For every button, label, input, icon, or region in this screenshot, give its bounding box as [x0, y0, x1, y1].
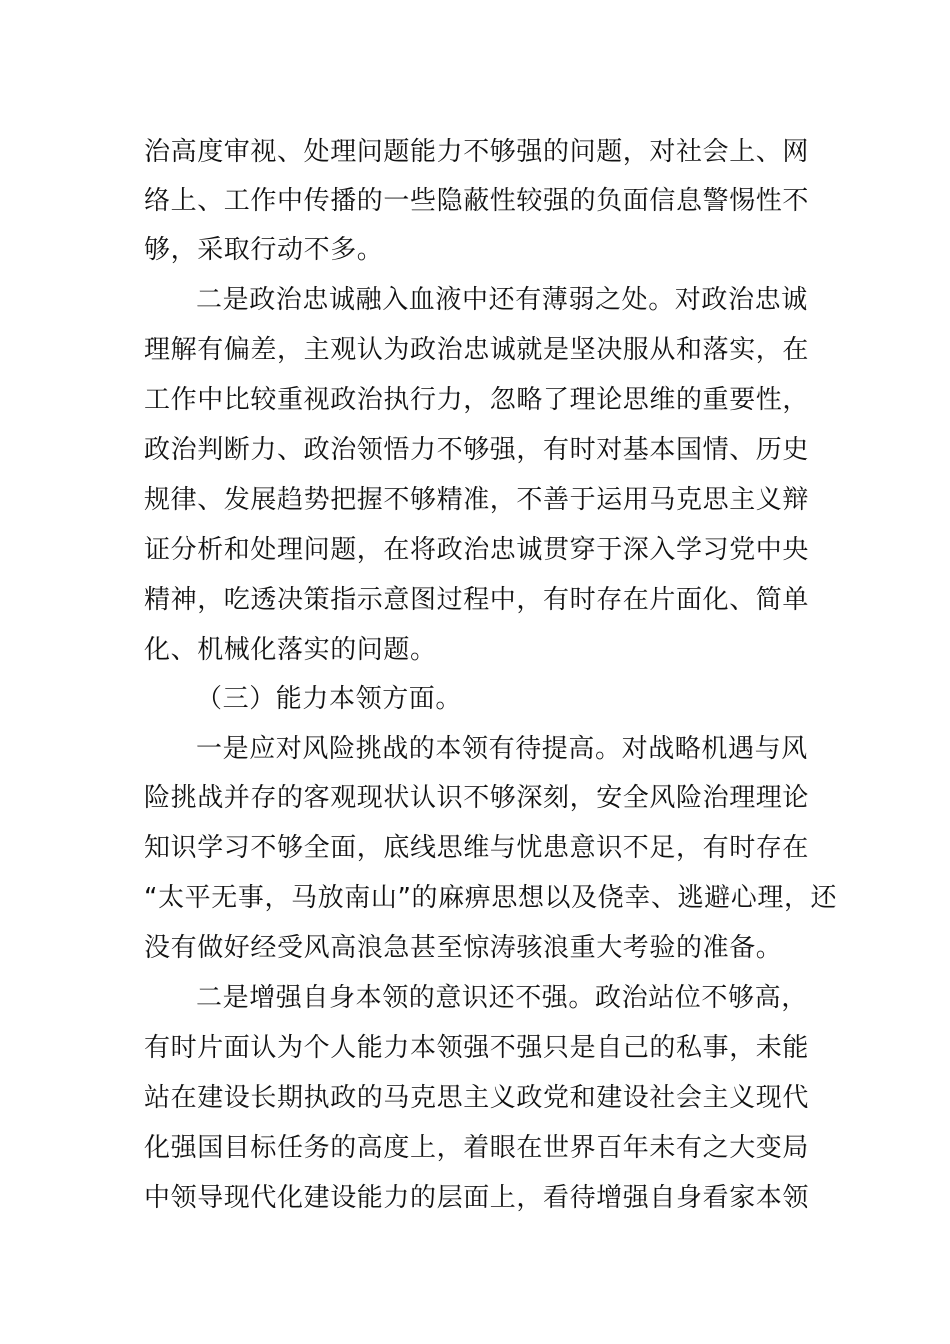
text-line: 化强国目标任务的高度上，着眼在世界百年未有之大变局 — [144, 1133, 810, 1163]
text-line: 险挑战并存的客观现状认识不够深刻，安全风险治理理论 — [144, 783, 810, 813]
section-heading: （三）能力本领方面。 — [196, 684, 463, 714]
text-line: 没有做好经受风高浪急甚至惊涛骇浪重大考验的准备。 — [144, 933, 783, 963]
text-line: 证分析和处理问题，在将政治忠诚贯穿于深入学习党中央 — [144, 535, 810, 565]
text-line: 政治判断力、政治领悟力不够强，有时对基本国情、历史 — [144, 435, 810, 465]
text-line: 有时片面认为个人能力本领强不强只是自己的私事，未能 — [144, 1033, 810, 1063]
text-line: 络上、工作中传播的一些隐蔽性较强的负面信息警惕性不 — [144, 186, 810, 216]
text-line: “太平无事，马放南山”的麻痹思想以及侥幸、逃避心理，还 — [144, 883, 838, 913]
text-line: 治高度审视、处理问题能力不够强的问题，对社会上、网 — [144, 137, 810, 167]
text-line: 工作中比较重视政治执行力，忽略了理论思维的重要性， — [144, 385, 810, 415]
text-line: 规律、发展趋势把握不够精准，不善于运用马克思主义辩 — [144, 485, 810, 515]
text-line: 站在建设长期执政的马克思主义政党和建设社会主义现代 — [144, 1083, 810, 1113]
text-line: 理解有偏差，主观认为政治忠诚就是坚决服从和落实，在 — [144, 335, 810, 365]
text-line: 够，采取行动不多。 — [144, 235, 384, 265]
text-line: 精神，吃透决策指示意图过程中，有时存在片面化、简单 — [144, 585, 810, 615]
text-line: 中领导现代化建设能力的层面上，看待增强自身看家本领 — [144, 1183, 810, 1213]
paragraph-first-line: 二是增强自身本领的意识还不强。政治站位不够高， — [196, 983, 808, 1013]
paragraph-first-line: 一是应对风险挑战的本领有待提高。对战略机遇与风 — [196, 734, 808, 764]
text-line: 知识学习不够全面，底线思维与忧患意识不足，有时存在 — [144, 833, 810, 863]
paragraph-first-line: 二是政治忠诚融入血液中还有薄弱之处。对政治忠诚 — [196, 285, 808, 315]
text-line: 化、机械化落实的问题。 — [144, 635, 437, 665]
